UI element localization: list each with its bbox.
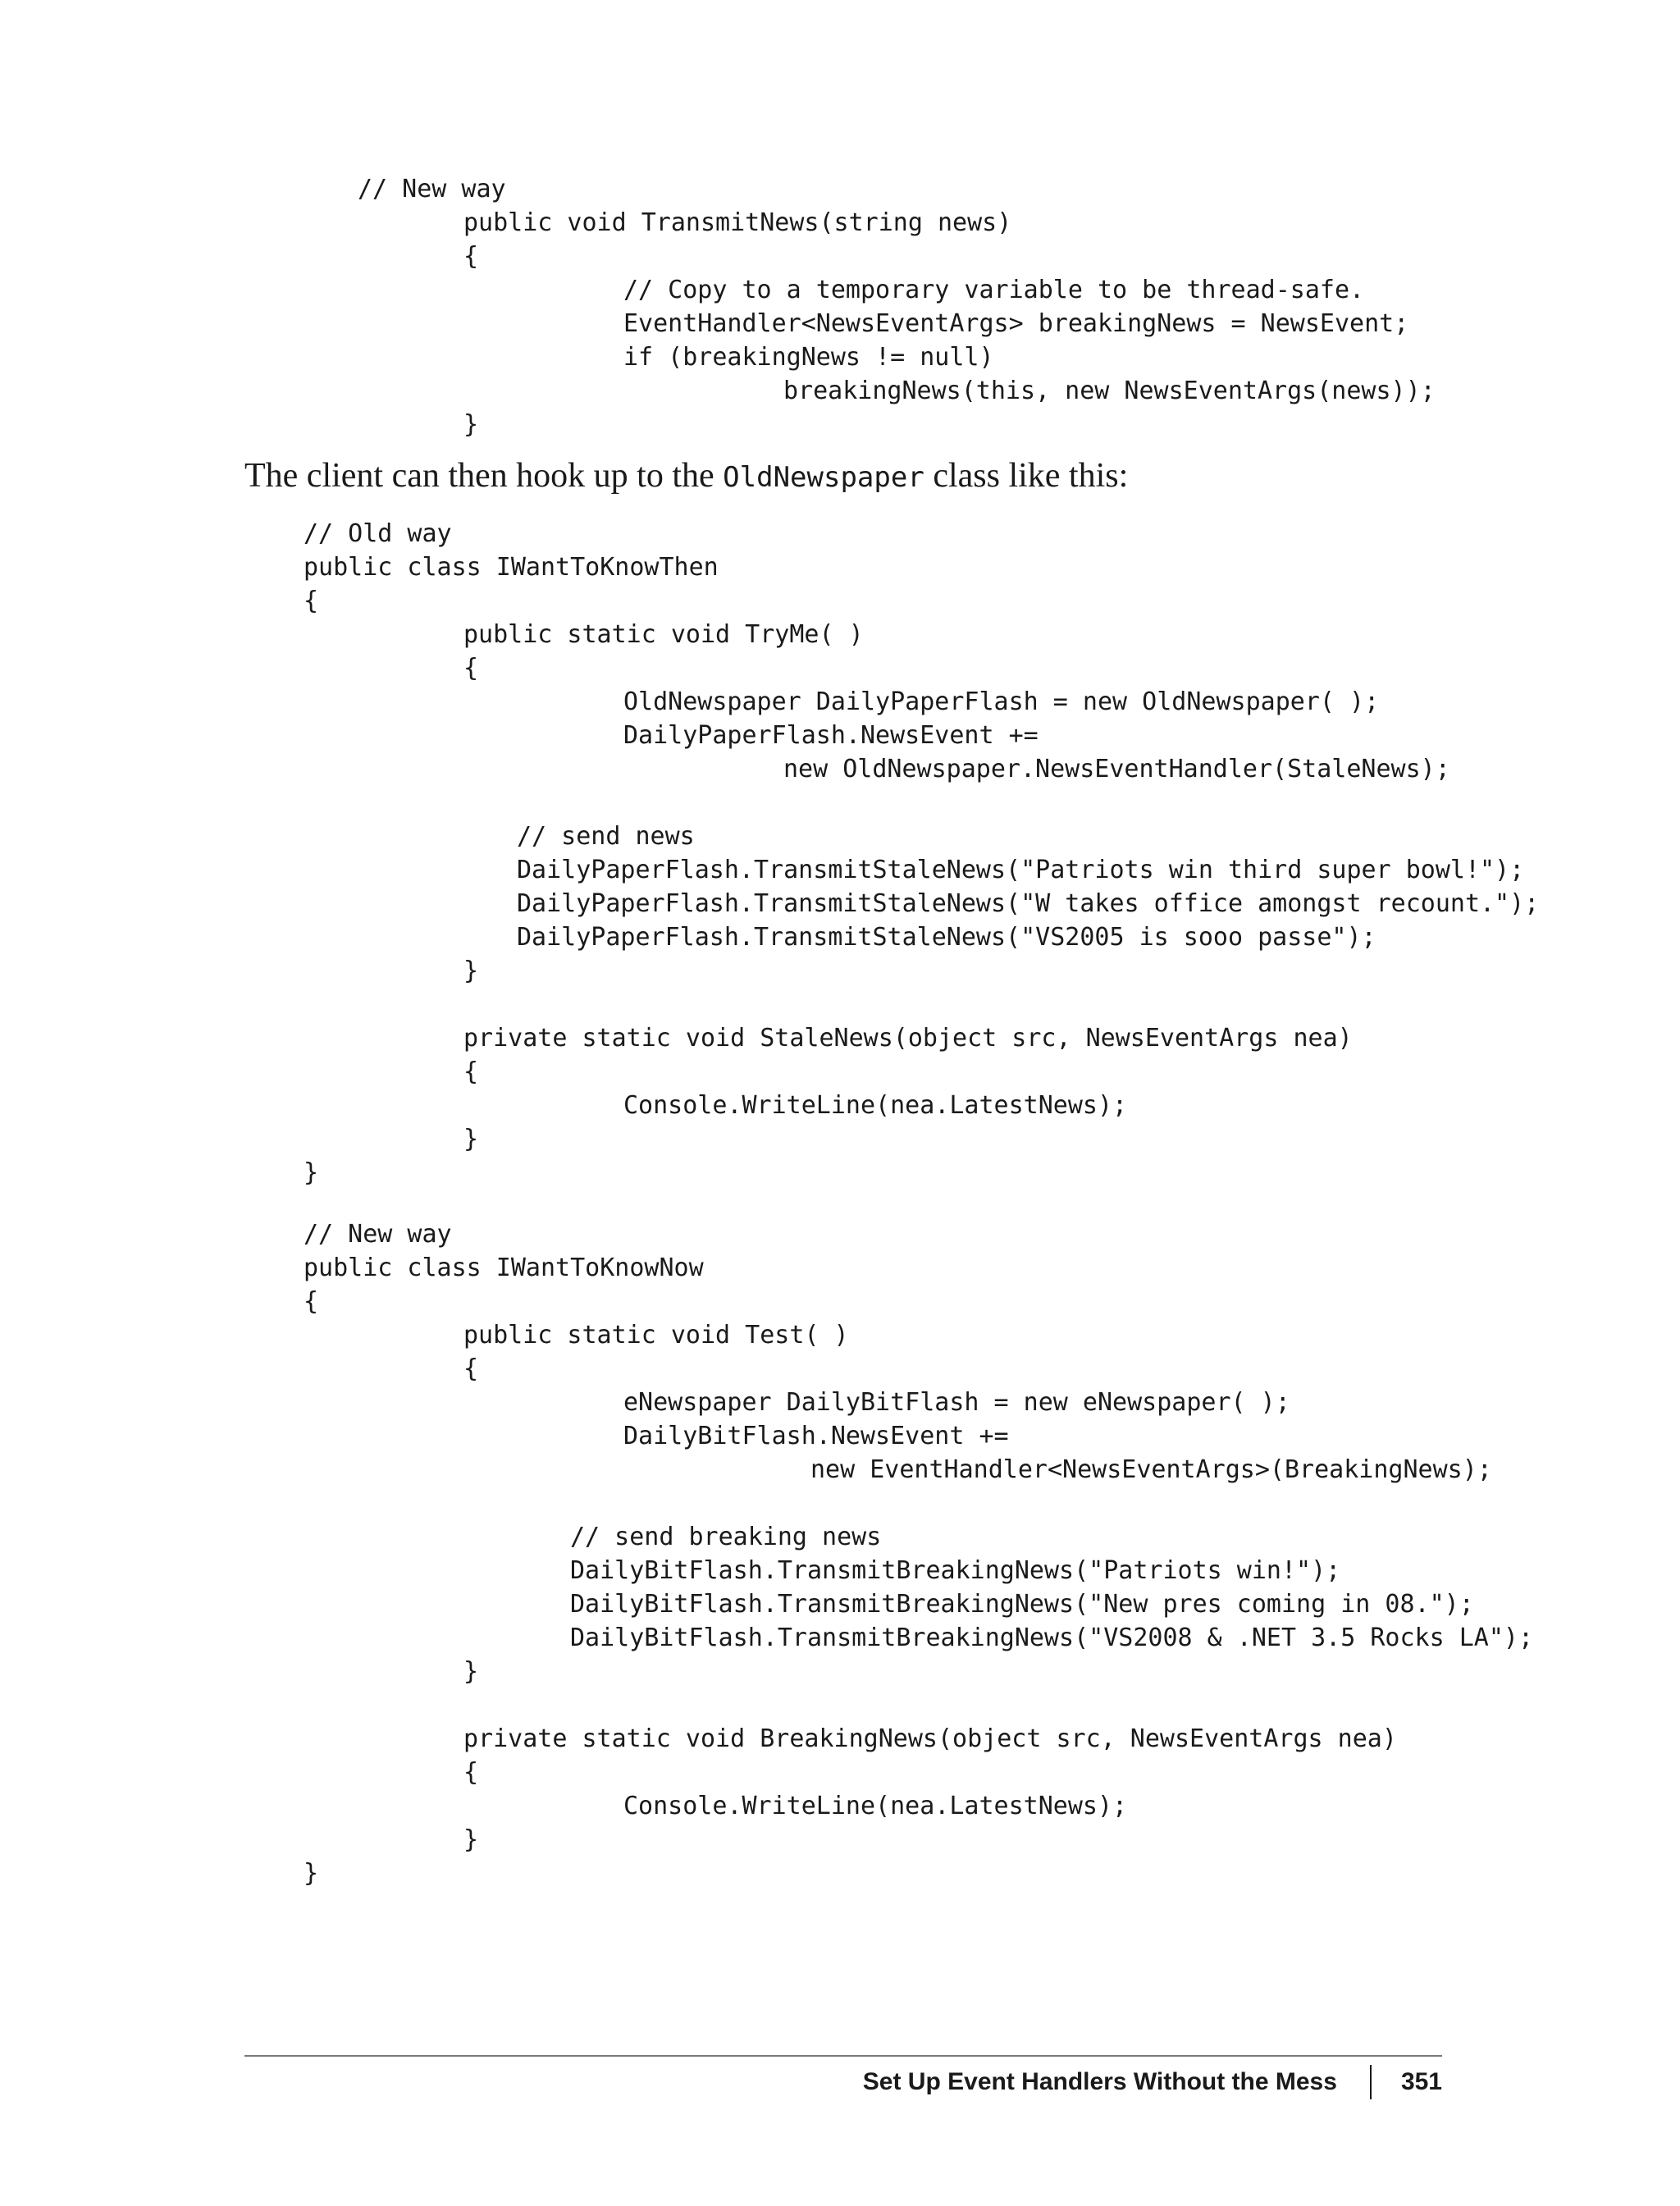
page-number: 351: [1400, 2068, 1442, 2095]
code-line: DailyPaperFlash.TransmitStaleNews("Patriots win third super bowl!");: [517, 856, 1525, 884]
code-line: public void TransmitNews(string news): [463, 208, 1012, 237]
code-line: {: [304, 1287, 319, 1316]
footer-divider: [244, 2055, 1442, 2057]
code-line: DailyPaperFlash.NewsEvent +=: [623, 721, 1039, 750]
code-line: // send breaking news: [570, 1523, 882, 1551]
code-line: breakingNews(this, new NewsEventArgs(news));: [783, 377, 1436, 405]
paragraph-inline-code: OldNewspaper: [723, 461, 924, 494]
code-line: public static void Test( ): [463, 1321, 849, 1350]
code-line: Console.WriteLine(nea.LatestNews);: [623, 1792, 1128, 1820]
code-line: }: [463, 1825, 479, 1854]
code-line: private static void BreakingNews(object src, NewsEventArgs nea): [463, 1724, 1397, 1753]
code-line: DailyBitFlash.TransmitBreakingNews("VS2008 & .NET 3.5 Rocks LA");: [570, 1624, 1533, 1652]
footer-separator: [1370, 2065, 1372, 2099]
code-line: }: [463, 957, 479, 985]
code-line: public static void TryMe( ): [463, 620, 864, 649]
code-line: DailyBitFlash.TransmitBreakingNews("Patriots win!");: [570, 1556, 1341, 1585]
code-line: {: [463, 1057, 479, 1086]
code-line: }: [304, 1859, 319, 1888]
code-line: if (breakingNews != null): [623, 343, 994, 372]
code-line: private static void StaleNews(object src, NewsEventArgs nea): [463, 1024, 1353, 1053]
code-line: Console.WriteLine(nea.LatestNews);: [623, 1091, 1128, 1120]
code-line: EventHandler<NewsEventArgs> breakingNews = NewsEvent;: [623, 309, 1409, 338]
page-footer: [863, 2063, 1442, 2101]
code-line: DailyBitFlash.TransmitBreakingNews("New pres coming in 08.");: [570, 1590, 1474, 1619]
paragraph-text-after: class like this:: [924, 457, 1129, 495]
code-line: {: [463, 654, 479, 683]
code-line: DailyPaperFlash.TransmitStaleNews("VS2005 is sooo passe");: [517, 923, 1376, 952]
code-line: // Old way: [304, 519, 452, 548]
code-line: public class IWantToKnowThen: [304, 553, 719, 582]
code-line: {: [463, 1354, 479, 1383]
running-section-title: Set Up Event Handlers Without the Mess: [862, 2068, 1337, 2095]
code-line: {: [463, 242, 479, 271]
code-line: public class IWantToKnowNow: [304, 1254, 704, 1282]
code-line: new EventHandler<NewsEventArgs>(BreakingNews);: [810, 1455, 1492, 1484]
code-line: OldNewspaper DailyPaperFlash = new OldNewspaper( );: [623, 687, 1380, 716]
paragraph-text-before: The client can then hook up to the: [244, 457, 724, 495]
code-line: {: [304, 587, 319, 615]
code-line: }: [463, 410, 479, 439]
code-line: DailyPaperFlash.TransmitStaleNews("W takes office amongst recount.");: [517, 889, 1540, 918]
code-line: eNewspaper DailyBitFlash = new eNewspaper( );: [623, 1388, 1290, 1417]
code-line: new OldNewspaper.NewsEventHandler(StaleNews);: [783, 755, 1450, 783]
code-line: }: [304, 1158, 319, 1187]
code-line: {: [463, 1758, 479, 1787]
code-line: }: [463, 1125, 479, 1153]
code-line: DailyBitFlash.NewsEvent +=: [623, 1422, 1009, 1450]
code-line: // New way: [358, 175, 506, 203]
code-line: // Copy to a temporary variable to be thread-safe.: [623, 276, 1365, 304]
code-line: // New way: [304, 1220, 452, 1249]
body-paragraph: [244, 454, 1442, 499]
code-line: }: [463, 1657, 479, 1686]
code-line: // send news: [517, 822, 695, 851]
